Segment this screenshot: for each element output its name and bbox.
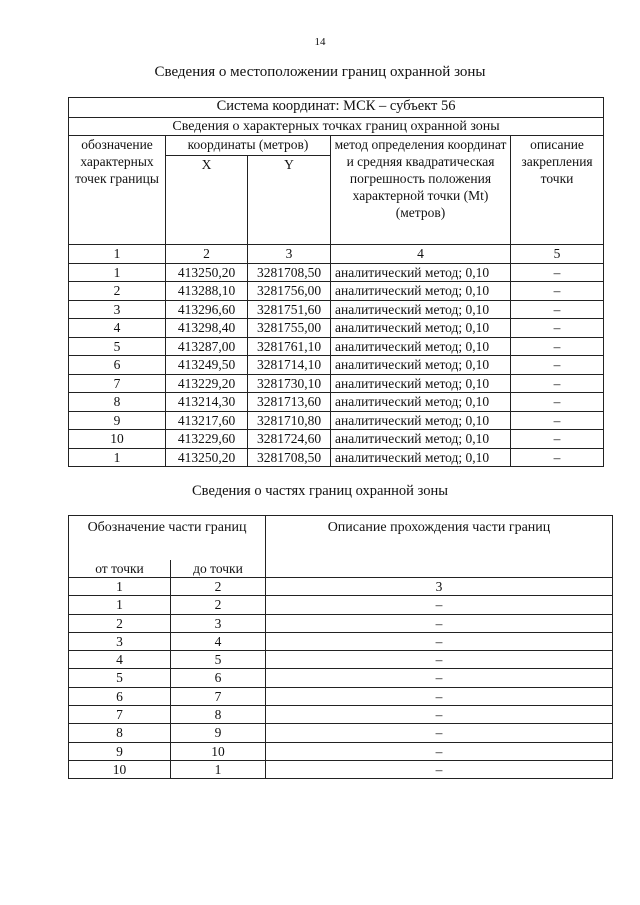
section-title-location: Сведения о местоположении границ охранной зоны	[154, 64, 486, 80]
cell-point: 2	[69, 282, 166, 301]
table-row	[69, 651, 613, 669]
cell-desc: –	[266, 760, 613, 778]
cell-point: 1	[69, 263, 166, 282]
column-number: 2	[166, 245, 248, 264]
cell-from: 10	[69, 760, 171, 778]
table-row	[69, 282, 604, 301]
cell-from: 3	[69, 632, 171, 650]
table-row	[69, 263, 604, 282]
table-row	[69, 448, 604, 467]
header-part: Обозначение части границ	[69, 516, 266, 561]
cell-desc: –	[266, 632, 613, 650]
cell-to: 5	[171, 651, 266, 669]
table-row	[69, 724, 613, 742]
cell-point: 6	[69, 356, 166, 375]
cell-to: 2	[171, 596, 266, 614]
page-number: 14	[314, 36, 326, 48]
table-row	[69, 430, 604, 449]
cell-method: аналитический метод; 0,10	[331, 430, 511, 449]
cell-to: 2	[171, 578, 266, 596]
header-method: метод определения координат и средняя квадратическая погрешность положения характерной точки (Mt) (метров)	[331, 136, 511, 245]
cell-from: 5	[69, 669, 171, 687]
header-coords: координаты (метров)	[166, 136, 331, 156]
column-number: 4	[331, 245, 511, 264]
section-title-parts: Сведения о частях границ охранной зоны	[192, 483, 448, 499]
cell-x: 413298,40	[166, 319, 248, 338]
coordinate-system: Система координат: МСК – субъект 56	[69, 98, 604, 118]
cell-method: аналитический метод; 0,10	[331, 356, 511, 375]
cell-method: аналитический метод; 0,10	[331, 319, 511, 338]
cell-method: аналитический метод; 0,10	[331, 263, 511, 282]
cell-desc: –	[266, 596, 613, 614]
cell-desc: –	[266, 724, 613, 742]
header-from: от точки	[69, 560, 171, 578]
cell-desc: 3	[266, 578, 613, 596]
cell-point: 1	[69, 448, 166, 467]
cell-y: 3281714,10	[248, 356, 331, 375]
table-row	[69, 319, 604, 338]
cell-desc: –	[511, 263, 604, 282]
cell-y: 3281724,60	[248, 430, 331, 449]
cell-y: 3281761,10	[248, 337, 331, 356]
cell-desc: –	[511, 282, 604, 301]
cell-from: 7	[69, 706, 171, 724]
table-row	[69, 337, 604, 356]
cell-from: 6	[69, 687, 171, 705]
table-row	[69, 300, 604, 319]
cell-desc: –	[511, 356, 604, 375]
cell-desc: –	[266, 651, 613, 669]
table-row	[69, 706, 613, 724]
cell-point: 4	[69, 319, 166, 338]
column-number: 5	[511, 245, 604, 264]
cell-y: 3281710,80	[248, 411, 331, 430]
cell-to: 4	[171, 632, 266, 650]
cell-from: 1	[69, 596, 171, 614]
column-number: 3	[248, 245, 331, 264]
cell-x: 413288,10	[166, 282, 248, 301]
cell-desc: –	[511, 411, 604, 430]
table-row	[69, 669, 613, 687]
cell-desc: –	[511, 337, 604, 356]
cell-to: 6	[171, 669, 266, 687]
cell-y: 3281730,10	[248, 374, 331, 393]
cell-y: 3281708,50	[248, 263, 331, 282]
cell-desc: –	[266, 687, 613, 705]
column-number: 1	[69, 245, 166, 264]
cell-x: 413217,60	[166, 411, 248, 430]
cell-x: 413250,20	[166, 263, 248, 282]
cell-method: аналитический метод; 0,10	[331, 337, 511, 356]
table-row	[69, 614, 613, 632]
cell-method: аналитический метод; 0,10	[331, 393, 511, 412]
cell-x: 413229,60	[166, 430, 248, 449]
table-row	[69, 578, 613, 596]
cell-from: 2	[69, 614, 171, 632]
coordinates-table	[68, 97, 604, 467]
cell-to: 3	[171, 614, 266, 632]
cell-method: аналитический метод; 0,10	[331, 411, 511, 430]
cell-x: 413296,60	[166, 300, 248, 319]
cell-x: 413250,20	[166, 448, 248, 467]
cell-y: 3281751,60	[248, 300, 331, 319]
cell-x: 413214,30	[166, 393, 248, 412]
cell-point: 10	[69, 430, 166, 449]
cell-to: 8	[171, 706, 266, 724]
header-part-desc: Описание прохождения части границ	[266, 516, 613, 578]
header-point: обозначение характерных точек границы	[69, 136, 166, 245]
cell-x: 413229,20	[166, 374, 248, 393]
cell-desc: –	[266, 614, 613, 632]
cell-y: 3281755,00	[248, 319, 331, 338]
boundary-parts-table	[68, 515, 613, 779]
table-row	[69, 411, 604, 430]
cell-y: 3281708,50	[248, 448, 331, 467]
cell-point: 3	[69, 300, 166, 319]
table-row	[69, 742, 613, 760]
header-y: Y	[248, 156, 331, 245]
cell-point: 5	[69, 337, 166, 356]
cell-from: 4	[69, 651, 171, 669]
cell-from: 1	[69, 578, 171, 596]
cell-desc: –	[266, 706, 613, 724]
cell-to: 1	[171, 760, 266, 778]
table-subtitle: Сведения о характерных точках границ охранной зоны	[69, 118, 604, 136]
cell-to: 9	[171, 724, 266, 742]
table-row	[69, 760, 613, 778]
cell-desc: –	[266, 669, 613, 687]
cell-desc: –	[511, 319, 604, 338]
cell-to: 7	[171, 687, 266, 705]
cell-method: аналитический метод; 0,10	[331, 374, 511, 393]
header-x: X	[166, 156, 248, 245]
table-row	[69, 632, 613, 650]
header-desc: описание закрепления точки	[511, 136, 604, 245]
table-row	[69, 374, 604, 393]
cell-desc: –	[511, 374, 604, 393]
cell-method: аналитический метод; 0,10	[331, 448, 511, 467]
table-row	[69, 356, 604, 375]
cell-desc: –	[511, 393, 604, 412]
cell-method: аналитический метод; 0,10	[331, 300, 511, 319]
cell-from: 8	[69, 724, 171, 742]
cell-desc: –	[511, 448, 604, 467]
cell-point: 7	[69, 374, 166, 393]
table-row	[69, 596, 613, 614]
cell-to: 10	[171, 742, 266, 760]
cell-point: 9	[69, 411, 166, 430]
header-to: до точки	[171, 560, 266, 578]
cell-desc: –	[511, 430, 604, 449]
cell-y: 3281756,00	[248, 282, 331, 301]
cell-from: 9	[69, 742, 171, 760]
cell-x: 413287,00	[166, 337, 248, 356]
cell-x: 413249,50	[166, 356, 248, 375]
cell-desc: –	[266, 742, 613, 760]
table-row	[69, 687, 613, 705]
cell-method: аналитический метод; 0,10	[331, 282, 511, 301]
table-row	[69, 393, 604, 412]
cell-y: 3281713,60	[248, 393, 331, 412]
cell-desc: –	[511, 300, 604, 319]
cell-point: 8	[69, 393, 166, 412]
